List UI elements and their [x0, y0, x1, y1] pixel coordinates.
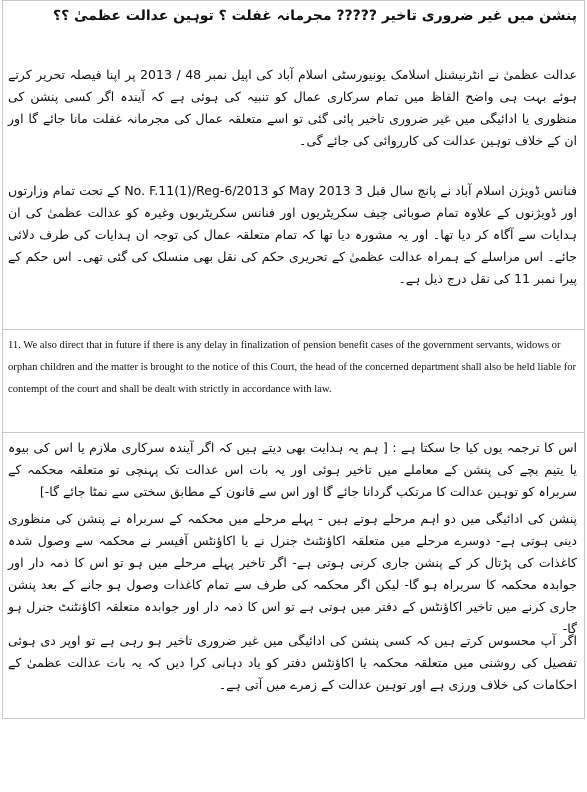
paragraph-supreme-court-warning: عدالت عظمیٰ نے انٹرنیشنل اسلامک یونیورسٹی اسلام آباد کی اپیل نمبر 48 / 2013 پر اپنا فیصلہ تحریر کرتے ہوئے بہت ہی واضح الفاظ میں تمام سرکاری عمال کو تنبیہ کی ہوئی ہے کہ آیندہ اگر کسی پنشن کی منظوری یا ادائیگی میں غیر ضروری تاخیر پائی گئی تو اسے متعلقہ عمال کی مجرمانہ غفلت مانا جائے گا اور ان کے خلاف توہین عدالت کی کارروائی کی جائے گی۔ [8, 67, 577, 148]
paragraph-pension-stages: پنشن کی ادائیگی میں دو اہم مرحلے ہوتے ہیں - پہلے مرحلے میں محکمہ کے سربراہ نے پنشن کی منظوری دینی ہوتی ہے- دوسرے مرحلے میں متعلقہ اکاؤنٹنٹ جنرل نے یا اکاؤنٹس آفیسر نے محکمہ سے وصول شدہ کاغذات کی پڑتال کر کے پنشن جاری کرنی ہوتی ہے- اگر تاخیر پہلے مرحلے میں ہو تو اس کا ذمہ دار اور جوابدہ محکمہ کا سربراہ ہو گا- لیکن اگر محکمہ کی طرف سے تمام کاغذات وصول ہو جانے کے بعد پنشن جاری کرنے میں تاخیر اکاؤنٹس کے دفتر میں ہوتی ہے تو اس کا ذمہ دار اور جوابدہ متعلقہ اکاؤنٹنٹ جنرل ہو گا- [8, 511, 577, 636]
page-title: پنشن میں غیر ضروری تاخیر ????? مجرمانہ غفلت ؟ توہین عدالت عظمیٰ ؟؟ [53, 8, 577, 24]
paragraph-advice: اگر آپ محسوس کرتے ہیں کہ کسی پنشن کی ادائیگی میں غیر ضروری تاخیر ہو رہی ہے تو اوپر دی ہوئی تفصیل کی روشنی میں متعلقہ محکمہ یا اکاؤنٹس دفتر کو یاد دہانی کرا دیں کہ یہ بات عدالت عظمیٰ کے احکامات کی خلاف ورزی ہے اور توہین عدالت کے زمرے میں آتی ہے۔ [8, 633, 577, 692]
paragraph-court-order-english: 11. We also direct that in future if there is any delay in finalization of pension benefit cases of the government servants, widows or orphan children and the matter is brought to the notice of this Court, the head of the concerned department shall also be held liable for contempt of the court and shall be dealt with strictly in accordance with law. [8, 340, 577, 395]
paragraph-finance-division-letter: فنانس ڈویژن اسلام آباد نے پانچ سال قبل 3 May 2013 کو No. F.11(1)/Reg-6/2013 کے تحت تمام وزارتوں اور ڈویژنوں کے علاوہ تمام صوبائی چیف سکریٹریوں اور فنانس سکریٹریوں وغیرہ کو عدالت عظمیٰ کی ان ہدایات سے آگاہ کر دیا تھا۔ اور یہ مشورہ دیا تھا کہ تمام متعلقہ عمال کی توجہ ان ہدایات کی طرف دلائی جائے۔ اس مراسلے کے ہمراہ عدالت عظمیٰ کے تحریری حکم کی نقل بھی منسلک کی گئی تھی۔ اس حکم کے پیرا نمبر 11 کی نقل درج ذیل ہے۔ [8, 183, 577, 286]
paragraph-translation: اس کا ترجمہ یوں کیا جا سکتا ہے : [ ہم یہ ہدایت بھی دیتے ہیں کہ اگر آیندہ سرکاری ملازم یا اس کی بیوہ یا یتیم بچے کی پنشن کے معاملے میں تاخیر ہوئی اور یہ بات اس عدالت تک پہنچی تو متعلقہ محکمہ کے سربراہ کو توہین عدالت کا مرتکب گردانا جائے گا اور اس سے قانون کے مطابق سختی سے نمٹا جائے گا-] [8, 440, 577, 499]
